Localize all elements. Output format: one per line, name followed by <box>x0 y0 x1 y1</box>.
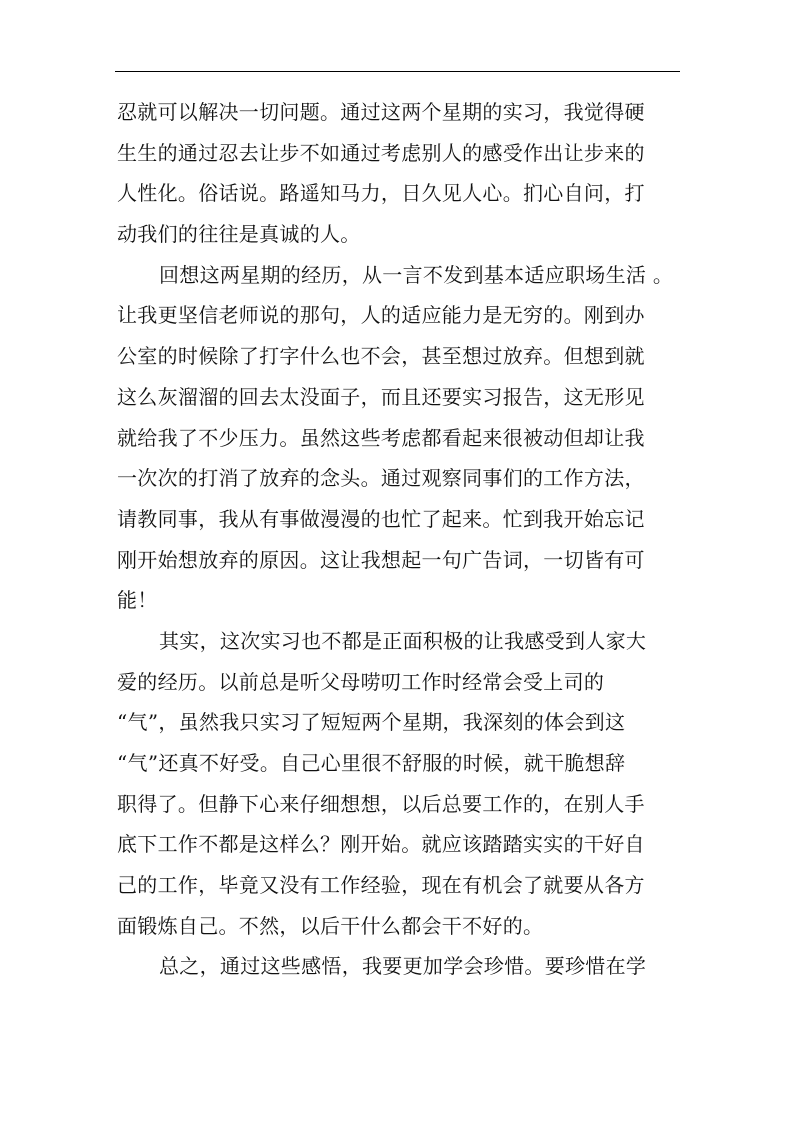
body-line: 就给我了不少压力。虽然这些考虑都看起来很被动但却让我 <box>117 425 645 450</box>
paragraph-start-line: 总之，通过这些感悟，我要更加学会珍惜。要珍惜在学 <box>159 954 647 979</box>
body-line: 让我更坚信老师说的那句，人的适应能力是无穷的。刚到办 <box>117 303 645 328</box>
body-line: 公室的时候除了打字什么也不会，甚至想过放弃。但想到就 <box>117 344 645 369</box>
body-line: 人性化。俗话说。路遥知马力，日久见人心。扪心自问，打 <box>117 181 645 206</box>
body-line: 一次次的打消了放弃的念头。通过观察同事们的工作方法， <box>117 466 645 491</box>
body-line: “气”还真不好受。自己心里很不舒服的时候，就干脆想辞 <box>117 751 626 775</box>
body-line: 能！ <box>117 588 158 613</box>
body-line: 生生的通过忍去让步不如通过考虑别人的感受作出让步来的 <box>117 140 645 165</box>
body-line: 底下工作不都是这样么？刚开始。就应该踏踏实实的干好自 <box>117 832 645 857</box>
body-line: 刚开始想放弃的原因。这让我想起一句广告词，一切皆有可 <box>117 547 645 572</box>
document-body <box>117 92 677 987</box>
body-line: 面锻炼自己。不然，以后干什么都会干不好的。 <box>117 913 544 938</box>
body-line: 这么灰溜溜的回去太没面子，而且还要实习报告，这无形见 <box>117 384 645 409</box>
header-rule <box>115 71 680 72</box>
body-line: 职得了。但静下心来仔细想想，以后总要工作的，在别人手 <box>117 791 645 816</box>
body-line: “气”，虽然我只实习了短短两个星期，我深刻的体会到这 <box>117 710 626 735</box>
body-line: 爱的经历。以前总是听父母唠叨工作时经常会受上司的 <box>117 669 605 694</box>
body-line: 请教同事，我从有事做漫漫的也忙了起来。忙到我开始忘记 <box>117 506 645 531</box>
body-line: 忍就可以解决一切问题。通过这两个星期的实习，我觉得硬 <box>117 100 645 124</box>
paragraph-start-line: 其实，这次实习也不都是正面积极的让我感受到人家大 <box>159 628 647 653</box>
body-line: 己的工作，毕竟又没有工作经验，现在有机会了就要从各方 <box>117 873 645 898</box>
body-line: 动我们的往往是真诚的人。 <box>117 222 361 247</box>
paragraph-start-line: 回想这两星期的经历，从一言不发到基本适应职场生活 。 <box>159 262 674 287</box>
